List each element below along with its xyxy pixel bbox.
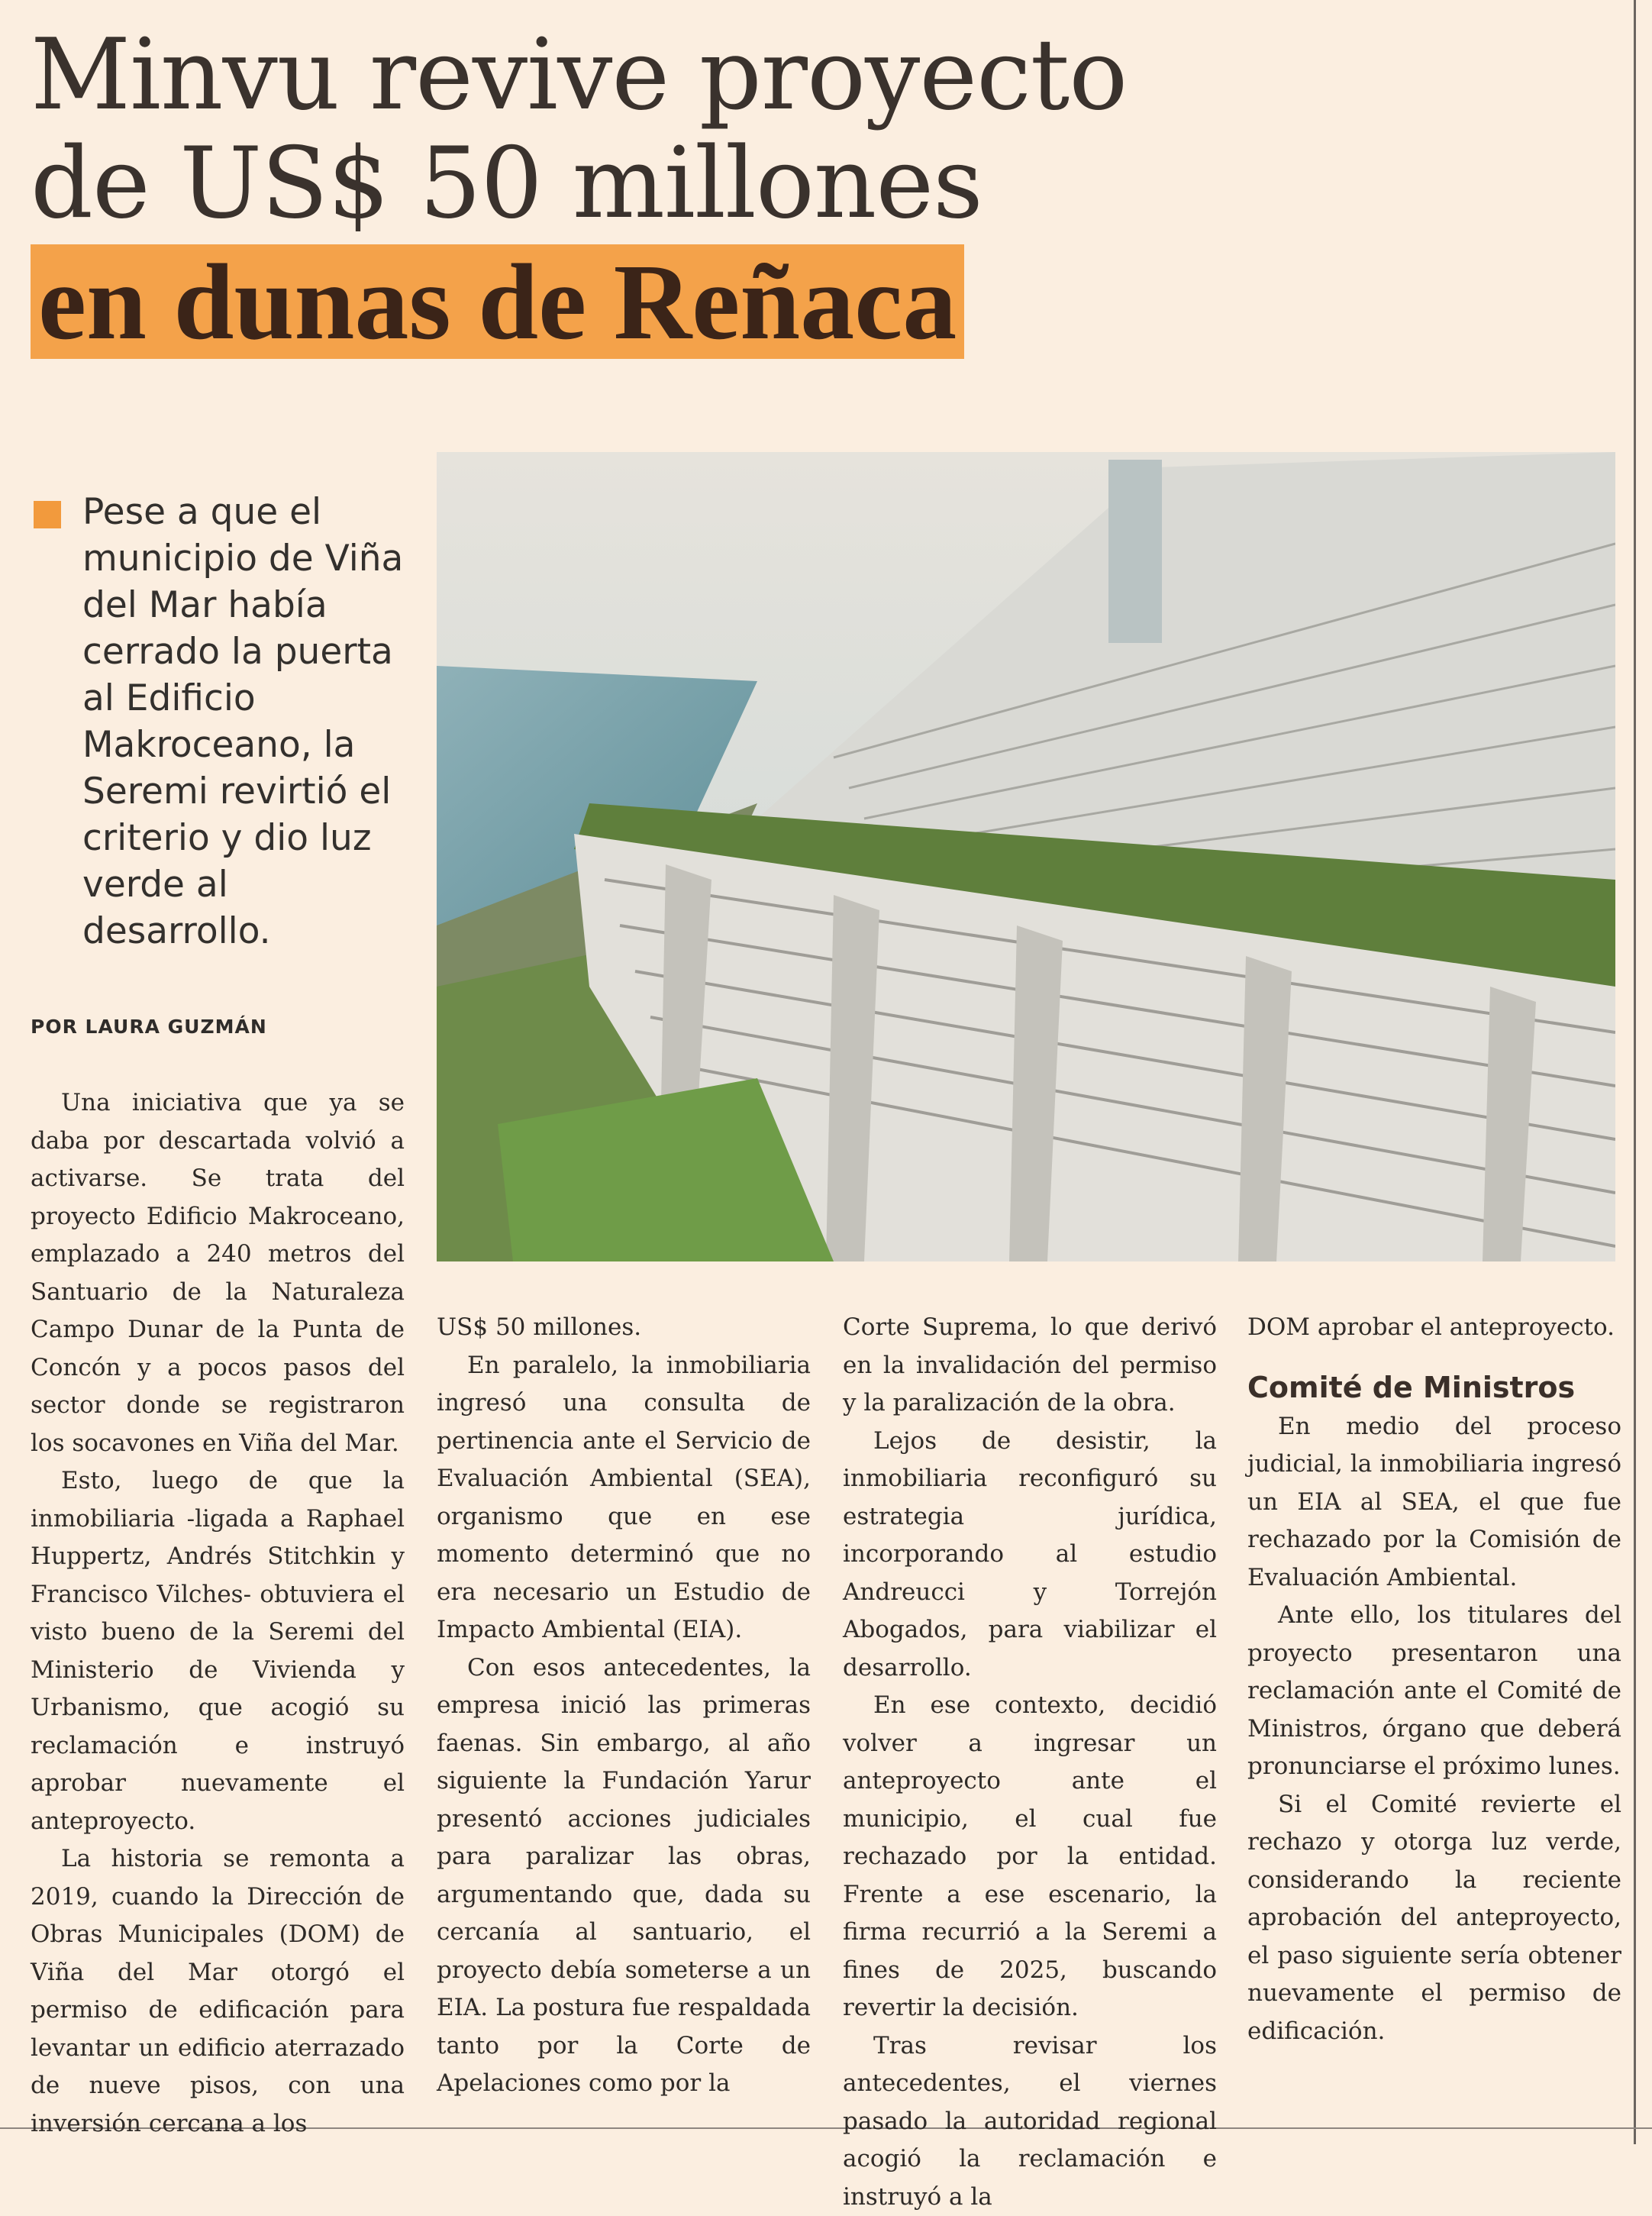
building-rendering-image [437,452,1615,1261]
paragraph: Lejos de desistir, la inmobiliaria reconfiguró su estrategia jurídica, incorporando al estudio Andreucci y Torrejón Abogados, para viabilizar el desarrollo. [843,1423,1217,1688]
paragraph: En paralelo, la inmobiliaria ingresó una consulta de pertinencia ante el Servicio de Evaluación Ambiental (SEA), organismo que en ese momento determinó que no era necesario un Estudio de Impacto Ambiental (EIA). [437,1347,811,1649]
article-column-1 [31,1084,405,2143]
paragraph-continued: Corte Suprema, lo que derivó en la invalidación del permiso y la paralización de la obra. [843,1309,1217,1423]
building-rendering-graphic [437,452,1615,1261]
byline: POR LAURA GUZMÁN [31,1016,267,1038]
paragraph-continued: US$ 50 millones. [437,1309,811,1347]
article-column-4 [1247,1309,1621,2050]
paragraph: En medio del proceso judicial, la inmobiliaria ingresó un EIA al SEA, el que fue rechazado por la Comisión de Evaluación Ambiental. [1247,1408,1621,1597]
headline [31,21,1618,359]
paragraph: Una iniciativa que ya se daba por descartada volvió a activarse. Se trata del proyecto Edificio Makroceano, emplazado a 240 metros del Santuario de la Naturaleza Campo Dunar de la Punta de Concón y a pocos pasos del sector donde se registraron los socavones en Viña del Mar. [31,1084,405,1462]
paragraph-continued: DOM aprobar el anteproyecto. [1247,1309,1621,1347]
lead-bullet-icon [34,501,61,528]
paragraph: Esto, luego de que la inmobiliaria -ligada a Raphael Huppertz, Andrés Stitchkin y Francisco Vilches- obtuviera el visto bueno de la Seremi del Ministerio de Vivienda y Urbanismo, que acogió su reclamación e instruyó aprobar nuevamente el anteproyecto. [31,1462,405,1840]
section-subheading: Comité de Ministros [1247,1370,1621,1405]
paragraph: Con esos antecedentes, la empresa inició las primeras faenas. Sin embargo, al año siguiente la Fundación Yarur presentó acciones judiciales para paralizar las obras, argumentando que, dada su cercanía al santuario, el proyecto debía someterse a un EIA. La postura fue respaldada tanto por la Corte de Apelaciones como por la [437,1649,811,2103]
column-rule [1634,0,1636,2144]
paragraph: Ante ello, los titulares del proyecto presentaron una reclamación ante el Comité de Ministros, órgano que deberá pronunciarse el próximo lunes. [1247,1597,1621,1786]
headline-line-2: de US$ 50 millones [31,130,1618,238]
article-column-3 [843,1309,1217,2216]
paragraph: Si el Comité revierte el rechazo y otorga luz verde, considerando la reciente aprobación del anteproyecto, el paso siguiente sería obtener nuevamente el permiso de edificación. [1247,1786,1621,2051]
lead-summary: Pese a que el municipio de Viña del Mar había cerrado la puerta al Edificio Makroceano, la Seremi revirtió el criterio y dio luz verde al desarrollo. [82,489,418,955]
article-column-2 [437,1309,811,2103]
paragraph: La historia se remonta a 2019, cuando la Dirección de Obras Municipales (DOM) de Viña del Mar otorgó el permiso de edificación para levantar un edificio aterrazado de nueve pisos, con una inversión cercana a los [31,1840,405,2143]
headline-line-1: Minvu revive proyecto [31,21,1618,130]
paragraph: Tras revisar los antecedentes, el viernes pasado la autoridad regional acogió la reclamación e instruyó a la [843,2027,1217,2216]
headline-highlighted-line: en dunas de Reñaca [31,244,964,359]
paragraph: En ese contexto, decidió volver a ingresar un anteproyecto ante el municipio, el cual fue rechazado por la entidad. Frente a ese escenario, la firma recurrió a la Seremi a fines de 2025, buscando revertir la decisión. [843,1687,1217,2027]
